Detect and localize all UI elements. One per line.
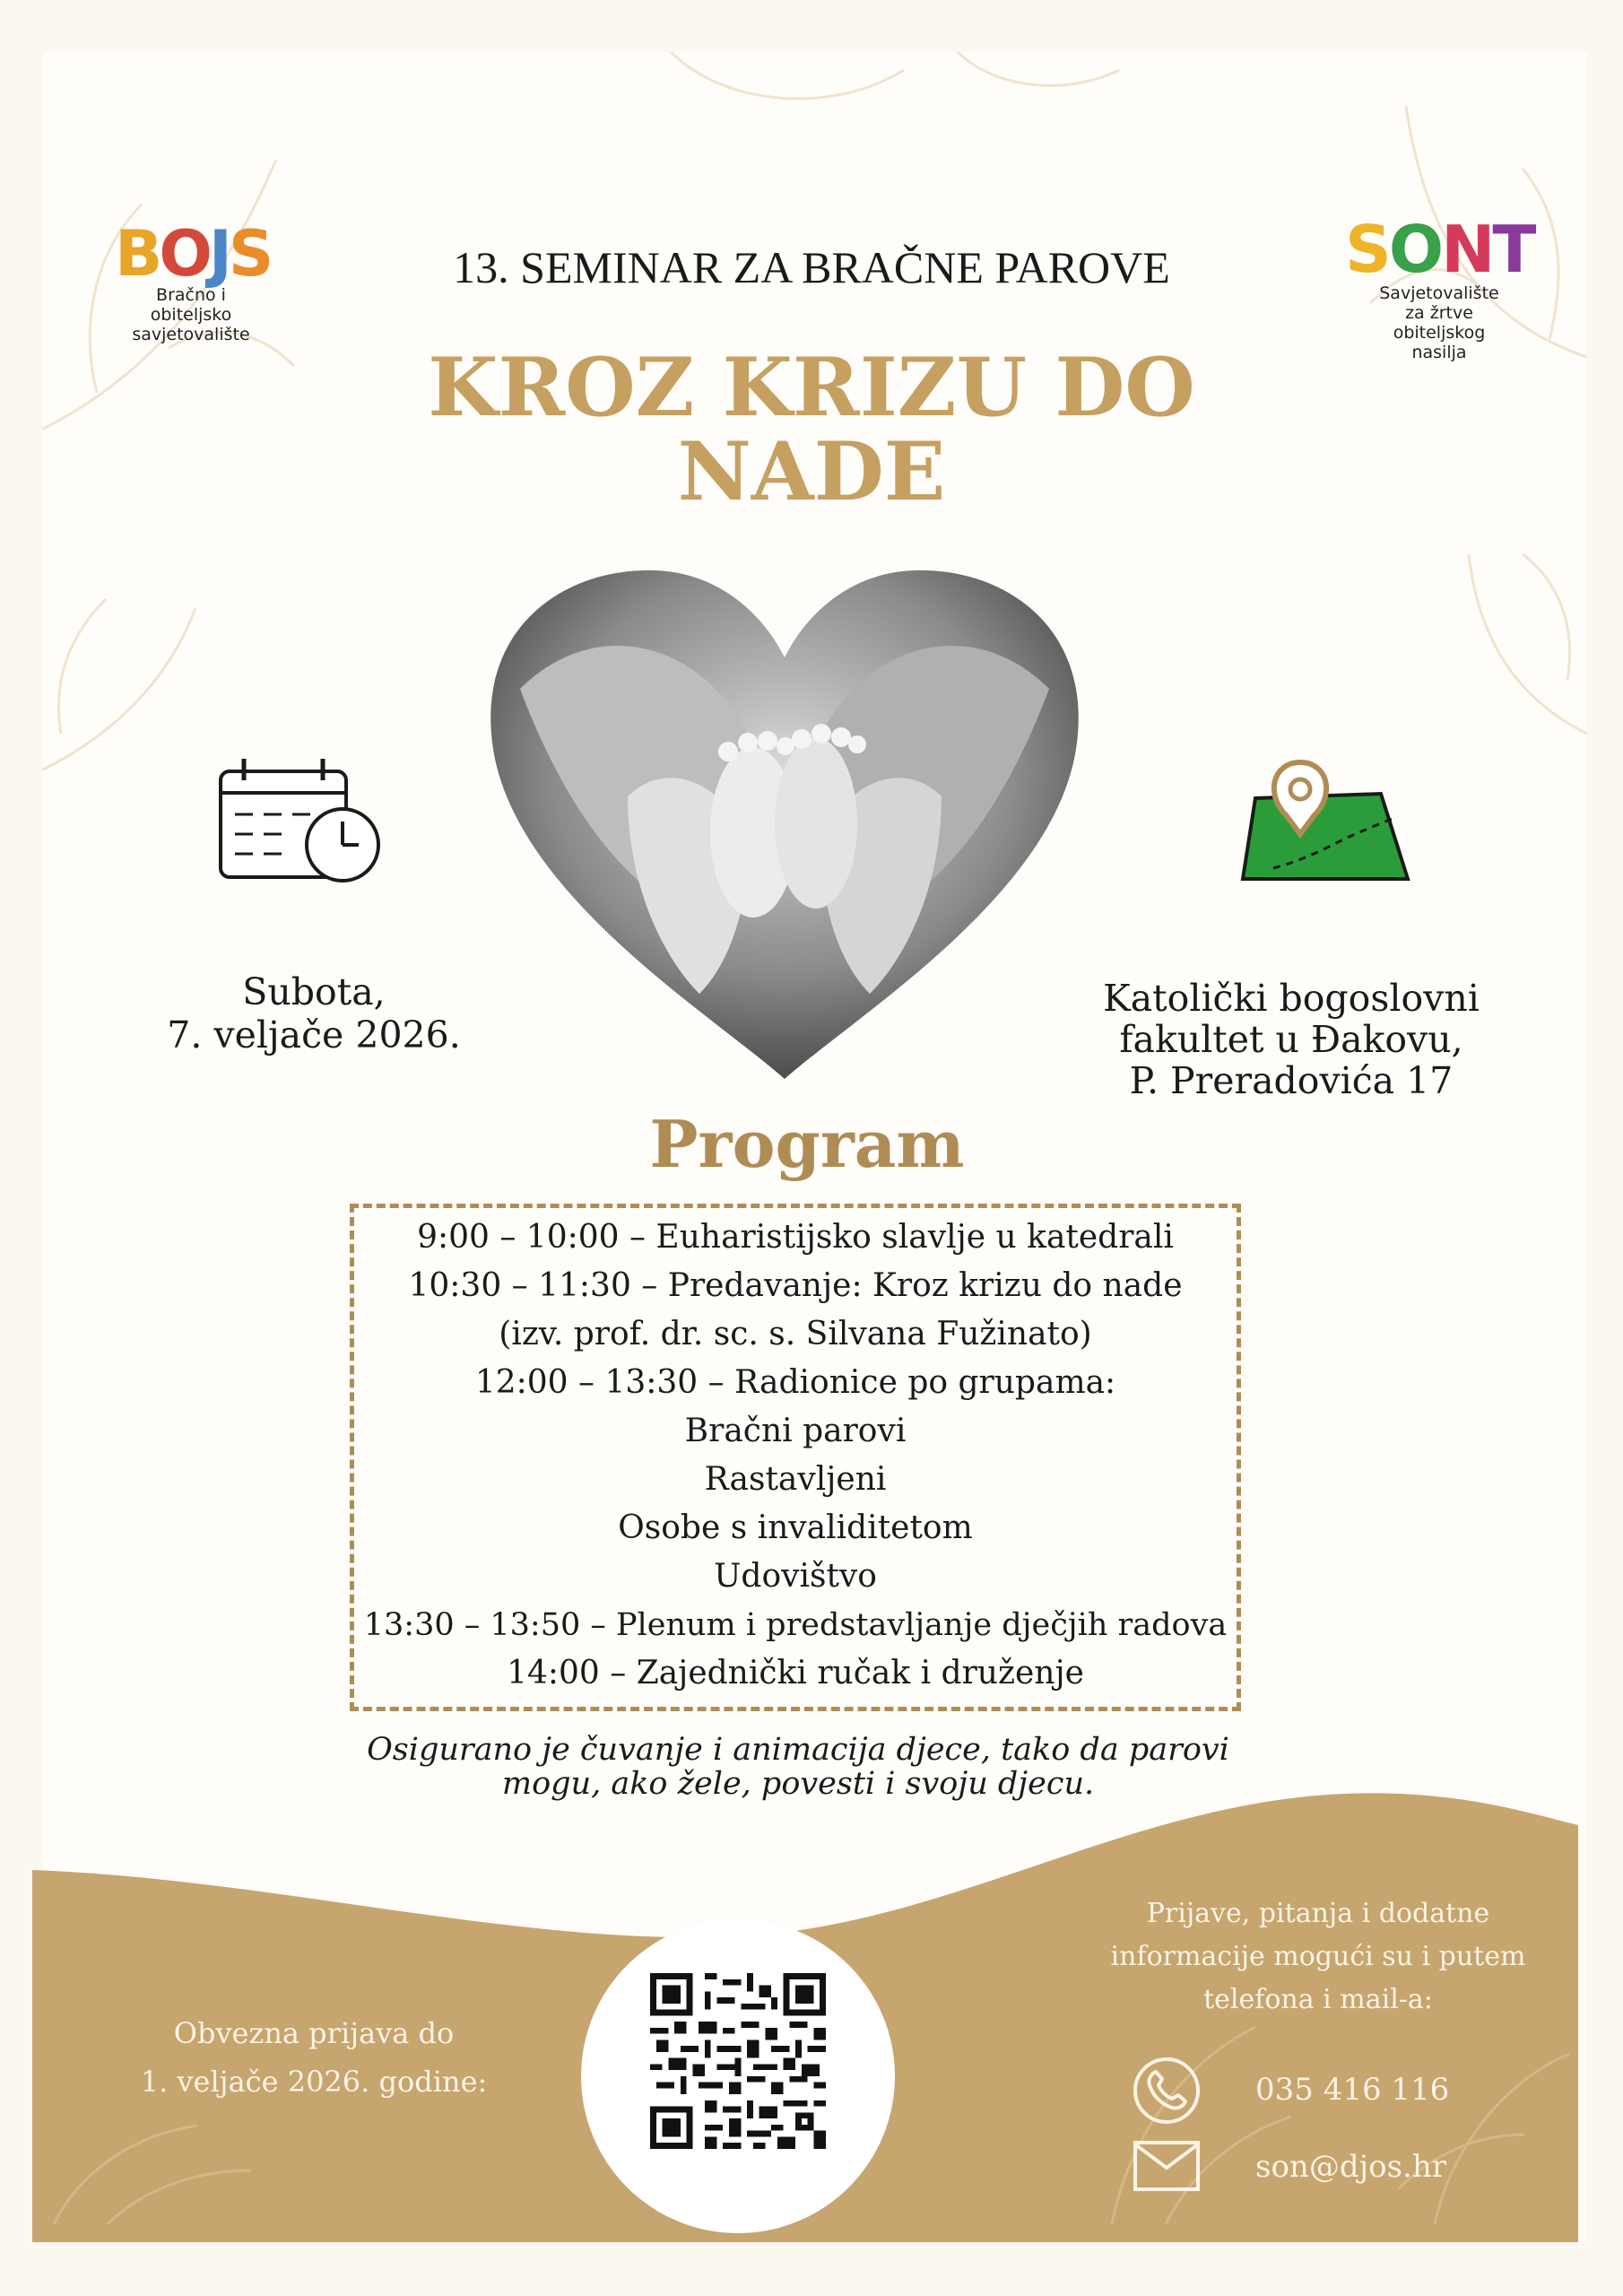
email-address[interactable]: son@djos.hr [1255, 2149, 1446, 2185]
heart-hands-image [484, 563, 1085, 1083]
bojs-logo-mark [115, 217, 271, 291]
program-heading: Program [649, 1106, 965, 1182]
phone-icon [1132, 2056, 1202, 2126]
logo-letter-o: O [159, 217, 209, 291]
sont-logo-line-1: Savjetovalište [1379, 283, 1499, 303]
logo-letter-j: J [208, 217, 229, 291]
program-item: 9:00 – 10:00 – Euharistijsko slavlje u katedrali [417, 1219, 1174, 1256]
logo-letter-b: B [115, 217, 160, 291]
program-item: 13:30 – 13:50 – Plenum i predstavljanje dječjih radova [363, 1607, 1228, 1643]
registration-line-2: 1. veljače 2026. godine: [140, 2065, 488, 2099]
program-item: 10:30 – 11:30 – Predavanje: Kroz krizu do nade [408, 1267, 1183, 1304]
bojs-logo-line-1: Bračno i [156, 285, 226, 305]
program-item: (izv. prof. dr. sc. s. Silvana Fužinato) [499, 1316, 1092, 1352]
childcare-note-line-1: Osigurano je čuvanje i animacija djece, tako da parovi [367, 1732, 1229, 1768]
event-date [90, 970, 538, 1057]
seminar-heading: 13. SEMINAR ZA BRAČNE PAROVE [453, 242, 1170, 292]
program-box [350, 1204, 1241, 1711]
phone-number[interactable]: 035 416 116 [1255, 2072, 1450, 2108]
sont-logo [1345, 212, 1534, 362]
sont-logo-line-4: nasilja [1411, 343, 1467, 362]
logo-letter-o2: O [1388, 212, 1442, 287]
program-item: Udovištvo [714, 1558, 877, 1595]
logo-letter-n: N [1441, 212, 1493, 287]
program-item: 14:00 – Zajednički ručak i druženje [507, 1655, 1084, 1692]
registration-deadline [90, 2009, 538, 2106]
event-location [1040, 978, 1542, 1101]
event-date-full: 7. veljače 2026. [167, 1013, 461, 1057]
program-item: Rastavljeni [704, 1461, 887, 1498]
program-item: Osobe s invaliditetom [618, 1509, 973, 1546]
event-location-line-2: fakultet u Đakovu, [1119, 1018, 1463, 1061]
bojs-logo-line-2: obiteljsko [150, 305, 232, 325]
bojs-logo-line-3: savjetovalište [132, 325, 250, 344]
calendar-clock-icon [215, 753, 386, 888]
childcare-note-line-2: mogu, ako žele, povesti i svoju djecu. [501, 1766, 1095, 1802]
bojs-logo [115, 217, 271, 344]
qr-code[interactable] [650, 1973, 826, 2149]
event-location-line-3: P. Preradovića 17 [1129, 1059, 1454, 1102]
sont-logo-line-2: za žrtve [1405, 303, 1473, 323]
mail-icon [1132, 2139, 1202, 2193]
sont-logo-line-3: obiteljskog [1393, 323, 1486, 343]
contact-info-line-2: informacije mogući su i putem [1110, 1941, 1526, 1972]
main-title-line-2: NADE [677, 424, 946, 519]
contact-info-line-1: Prijave, pitanja i dodatne [1146, 1898, 1490, 1929]
map-location-icon [1237, 753, 1417, 888]
program-item: Bračni parovi [684, 1413, 907, 1449]
program-item: 12:00 – 13:30 – Radionice po grupama: [474, 1364, 1116, 1401]
logo-letter-s2: S [1345, 212, 1389, 287]
registration-line-1: Obvezna prijava do [173, 2016, 455, 2050]
contact-info [1067, 1892, 1569, 2022]
sont-logo-mark [1345, 212, 1534, 287]
logo-letter-t: T [1492, 212, 1534, 287]
event-location-line-1: Katolički bogoslovni [1103, 977, 1480, 1020]
event-date-day: Subota, [242, 970, 386, 1013]
main-title-line-1: KROZ KRIZU DO [428, 340, 1195, 435]
main-title [341, 340, 1282, 519]
logo-letter-s: S [228, 217, 271, 291]
contact-info-line-3: telefona i mail-a: [1203, 1984, 1433, 2015]
